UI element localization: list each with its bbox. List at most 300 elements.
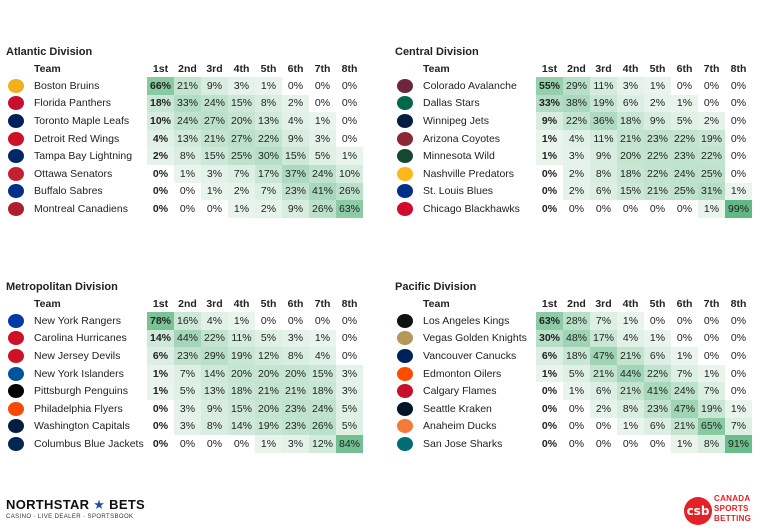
probability-cell: 0% bbox=[341, 79, 358, 92]
probability-cell: 0% bbox=[730, 114, 747, 127]
probability-cell: 0% bbox=[595, 437, 612, 450]
probability-cell: 33% bbox=[536, 95, 563, 113]
table-row bbox=[395, 312, 752, 330]
probability-cell: 24% bbox=[309, 400, 336, 418]
probability-cell: 0% bbox=[730, 349, 747, 362]
probability-cell: 15% bbox=[228, 95, 255, 113]
probability-cell: 8% bbox=[617, 400, 644, 418]
probability-cell: 0% bbox=[233, 437, 250, 450]
star-icon: ★ bbox=[93, 497, 106, 512]
red-wings-logo bbox=[8, 132, 24, 146]
probability-cell: 0% bbox=[730, 79, 747, 92]
probability-cell: 0% bbox=[287, 314, 304, 327]
column-header-place: 5th bbox=[260, 297, 277, 310]
probability-cell: 20% bbox=[617, 147, 644, 165]
table-row bbox=[6, 95, 363, 113]
probability-cell: 1% bbox=[671, 347, 698, 365]
column-header-team: Team bbox=[423, 62, 450, 75]
probability-cell: 41% bbox=[309, 183, 336, 201]
probability-cell: 44% bbox=[617, 365, 644, 383]
probability-cell: 1% bbox=[201, 183, 228, 201]
column-header-place: 7th bbox=[314, 62, 331, 75]
devils-logo bbox=[8, 349, 24, 363]
probability-cell: 1% bbox=[536, 147, 563, 165]
probability-cell: 7% bbox=[174, 365, 201, 383]
probability-cell: 1% bbox=[228, 200, 255, 218]
probability-cell: 0% bbox=[541, 167, 558, 180]
probability-cell: 1% bbox=[725, 183, 752, 201]
probability-cell: 0% bbox=[676, 332, 693, 345]
coyotes-logo bbox=[397, 132, 413, 146]
probability-cell: 22% bbox=[644, 365, 671, 383]
probability-cell: 0% bbox=[676, 79, 693, 92]
probability-cell: 22% bbox=[644, 147, 671, 165]
probability-cell: 14% bbox=[228, 418, 255, 436]
pacific-division bbox=[395, 279, 763, 453]
probability-cell: 5% bbox=[309, 147, 336, 165]
probability-cell: 24% bbox=[671, 165, 698, 183]
capitals-logo bbox=[8, 419, 24, 433]
division-title: Atlantic Division bbox=[6, 46, 93, 58]
probability-cell: 0% bbox=[314, 314, 331, 327]
team-name: Vegas Golden Knights bbox=[423, 332, 527, 345]
probability-cell: 0% bbox=[260, 314, 277, 327]
probability-cell: 19% bbox=[255, 418, 282, 436]
probability-cell: 20% bbox=[228, 112, 255, 130]
column-header-place: 4th bbox=[622, 62, 639, 75]
standings-table bbox=[6, 295, 363, 453]
probability-cell: 4% bbox=[617, 330, 644, 348]
probability-cell: 1% bbox=[309, 330, 336, 348]
column-header-place: 1st bbox=[541, 62, 558, 75]
csb-line-3: BETTING bbox=[714, 514, 752, 523]
probability-cell: 2% bbox=[228, 183, 255, 201]
blues-logo bbox=[397, 184, 413, 198]
team-name: Florida Panthers bbox=[34, 97, 112, 110]
column-header-place: 4th bbox=[622, 297, 639, 310]
probability-cell: 15% bbox=[201, 147, 228, 165]
probability-cell: 0% bbox=[179, 185, 196, 198]
probability-cell: 3% bbox=[563, 147, 590, 165]
probability-cell: 0% bbox=[287, 79, 304, 92]
probability-cell: 0% bbox=[568, 437, 585, 450]
probability-cell: 23% bbox=[282, 400, 309, 418]
probability-cell: 20% bbox=[255, 365, 282, 383]
header-row bbox=[6, 295, 363, 312]
probability-cell: 1% bbox=[671, 95, 698, 113]
probability-cell: 1% bbox=[309, 112, 336, 130]
atlantic-division bbox=[6, 44, 376, 218]
probability-cell: 3% bbox=[309, 130, 336, 148]
team-name: Toronto Maple Leafs bbox=[34, 114, 130, 127]
probability-cell: 0% bbox=[649, 202, 666, 215]
probability-cell: 1% bbox=[147, 382, 174, 400]
probability-cell: 18% bbox=[563, 347, 590, 365]
team-name: Nashville Predators bbox=[423, 167, 515, 180]
probability-cell: 0% bbox=[622, 202, 639, 215]
table-row bbox=[395, 95, 752, 113]
probability-cell: 7% bbox=[725, 418, 752, 436]
probability-cell: 5% bbox=[336, 418, 363, 436]
probability-cell: 6% bbox=[147, 347, 174, 365]
probability-cell: 13% bbox=[201, 382, 228, 400]
probability-cell: 22% bbox=[698, 147, 725, 165]
probability-cell: 25% bbox=[228, 147, 255, 165]
kraken-logo bbox=[397, 402, 413, 416]
probability-cell: 37% bbox=[282, 165, 309, 183]
probability-cell: 0% bbox=[595, 420, 612, 433]
team-name: Ottawa Senators bbox=[34, 167, 113, 180]
probability-cell: 30% bbox=[536, 330, 563, 348]
probability-cell: 65% bbox=[698, 418, 725, 436]
golden-knights-logo bbox=[397, 331, 413, 345]
table-row bbox=[6, 435, 363, 453]
probability-cell: 2% bbox=[563, 165, 590, 183]
probability-cell: 14% bbox=[201, 365, 228, 383]
table-row bbox=[6, 365, 363, 383]
team-name: Winnipeg Jets bbox=[423, 114, 489, 127]
probability-cell: 66% bbox=[147, 77, 174, 95]
probability-cell: 0% bbox=[595, 202, 612, 215]
team-name: Detroit Red Wings bbox=[34, 132, 120, 145]
team-name: Montreal Canadiens bbox=[34, 202, 128, 215]
team-name: St. Louis Blues bbox=[423, 185, 494, 198]
table-row bbox=[395, 183, 752, 201]
probability-cell: 13% bbox=[255, 112, 282, 130]
blackhawks-logo bbox=[397, 202, 413, 216]
stars-logo bbox=[397, 96, 413, 110]
probability-cell: 0% bbox=[206, 202, 223, 215]
northstar-bets-logo bbox=[6, 497, 145, 520]
column-header-place: 1st bbox=[152, 297, 169, 310]
central-division bbox=[395, 44, 763, 218]
probability-cell: 30% bbox=[255, 147, 282, 165]
probability-cell: 3% bbox=[336, 365, 363, 383]
team-name: San Jose Sharks bbox=[423, 437, 503, 450]
team-name: Anaheim Ducks bbox=[423, 420, 497, 433]
team-name: Calgary Flames bbox=[423, 385, 497, 398]
probability-cell: 20% bbox=[228, 365, 255, 383]
team-name: Chicago Blackhawks bbox=[423, 202, 520, 215]
probability-cell: 6% bbox=[590, 183, 617, 201]
probability-cell: 7% bbox=[698, 382, 725, 400]
probability-cell: 9% bbox=[644, 112, 671, 130]
probability-cell: 0% bbox=[179, 202, 196, 215]
probability-cell: 21% bbox=[644, 183, 671, 201]
column-header-place: 7th bbox=[703, 297, 720, 310]
table-row bbox=[395, 200, 752, 218]
probability-cell: 8% bbox=[698, 435, 725, 453]
table-row bbox=[395, 147, 752, 165]
probability-cell: 4% bbox=[282, 112, 309, 130]
probability-cell: 15% bbox=[309, 365, 336, 383]
probability-cell: 21% bbox=[174, 77, 201, 95]
probability-cell: 1% bbox=[228, 312, 255, 330]
probability-cell: 1% bbox=[563, 382, 590, 400]
senators-logo bbox=[8, 167, 24, 181]
probability-cell: 0% bbox=[730, 167, 747, 180]
panthers-logo bbox=[8, 96, 24, 110]
probability-cell: 9% bbox=[282, 200, 309, 218]
probability-cell: 12% bbox=[255, 347, 282, 365]
table-row bbox=[6, 147, 363, 165]
probability-cell: 0% bbox=[341, 114, 358, 127]
probability-cell: 0% bbox=[730, 332, 747, 345]
table-row bbox=[6, 130, 363, 148]
probability-cell: 0% bbox=[152, 437, 169, 450]
islanders-logo bbox=[8, 367, 24, 381]
probability-cell: 0% bbox=[541, 402, 558, 415]
flyers-logo bbox=[8, 402, 24, 416]
table-row bbox=[395, 382, 752, 400]
team-name: Colorado Avalanche bbox=[423, 79, 517, 92]
probability-cell: 0% bbox=[676, 202, 693, 215]
probability-cell: 22% bbox=[563, 112, 590, 130]
probability-cell: 47% bbox=[671, 400, 698, 418]
probability-cell: 5% bbox=[174, 382, 201, 400]
column-header-place: 4th bbox=[233, 297, 250, 310]
probability-cell: 0% bbox=[703, 97, 720, 110]
probability-cell: 21% bbox=[201, 130, 228, 148]
probability-cell: 21% bbox=[617, 130, 644, 148]
probability-cell: 7% bbox=[228, 165, 255, 183]
header-row bbox=[395, 60, 752, 77]
probability-cell: 3% bbox=[336, 382, 363, 400]
probability-cell: 0% bbox=[730, 367, 747, 380]
probability-cell: 11% bbox=[228, 330, 255, 348]
probability-cell: 2% bbox=[563, 183, 590, 201]
probability-cell: 0% bbox=[730, 314, 747, 327]
team-name: Boston Bruins bbox=[34, 79, 100, 92]
table-row bbox=[6, 330, 363, 348]
probability-cell: 1% bbox=[617, 312, 644, 330]
probability-cell: 24% bbox=[201, 95, 228, 113]
column-header-place: 8th bbox=[730, 297, 747, 310]
probability-cell: 21% bbox=[617, 347, 644, 365]
probability-cell: 3% bbox=[282, 435, 309, 453]
probability-cell: 38% bbox=[563, 95, 590, 113]
probability-cell: 10% bbox=[336, 165, 363, 183]
column-header-place: 7th bbox=[314, 297, 331, 310]
sabres-logo bbox=[8, 184, 24, 198]
division-title: Pacific Division bbox=[395, 281, 477, 293]
probability-cell: 15% bbox=[228, 400, 255, 418]
team-name: Columbus Blue Jackets bbox=[34, 437, 144, 450]
probability-cell: 9% bbox=[201, 77, 228, 95]
csb-line-1: CANADA bbox=[714, 494, 751, 503]
brand-name: NORTHSTAR bbox=[6, 497, 90, 512]
probability-cell: 8% bbox=[174, 147, 201, 165]
probability-cell: 0% bbox=[730, 97, 747, 110]
probability-cell: 8% bbox=[282, 347, 309, 365]
table-row bbox=[6, 112, 363, 130]
probability-cell: 2% bbox=[147, 147, 174, 165]
probability-cell: 0% bbox=[541, 385, 558, 398]
hurricanes-logo bbox=[8, 331, 24, 345]
probability-cell: 7% bbox=[590, 312, 617, 330]
team-name: New York Islanders bbox=[34, 367, 124, 380]
probability-cell: 27% bbox=[201, 112, 228, 130]
probability-cell: 2% bbox=[282, 95, 309, 113]
probability-cell: 63% bbox=[336, 200, 363, 218]
probability-cell: 0% bbox=[314, 97, 331, 110]
probability-cell: 1% bbox=[174, 165, 201, 183]
column-header-team: Team bbox=[34, 297, 61, 310]
probability-cell: 24% bbox=[671, 382, 698, 400]
column-header-place: 2nd bbox=[567, 62, 586, 75]
column-header-place: 6th bbox=[287, 297, 304, 310]
column-header-place: 2nd bbox=[178, 62, 197, 75]
probability-cell: 0% bbox=[314, 79, 331, 92]
probability-cell: 3% bbox=[201, 165, 228, 183]
probability-cell: 0% bbox=[703, 79, 720, 92]
probability-cell: 0% bbox=[541, 185, 558, 198]
probability-cell: 1% bbox=[698, 365, 725, 383]
table-row bbox=[395, 435, 752, 453]
probability-cell: 7% bbox=[255, 183, 282, 201]
probability-cell: 26% bbox=[309, 418, 336, 436]
column-header-place: 6th bbox=[676, 62, 693, 75]
probability-cell: 21% bbox=[255, 382, 282, 400]
column-header-place: 1st bbox=[152, 62, 169, 75]
probability-cell: 0% bbox=[568, 202, 585, 215]
probability-cell: 8% bbox=[201, 418, 228, 436]
probability-cell: 1% bbox=[336, 147, 363, 165]
penguins-logo bbox=[8, 384, 24, 398]
header-row bbox=[395, 295, 752, 312]
column-header-place: 2nd bbox=[178, 297, 197, 310]
table-row bbox=[6, 183, 363, 201]
probability-cell: 17% bbox=[590, 330, 617, 348]
column-header-place: 8th bbox=[730, 62, 747, 75]
probability-cell: 0% bbox=[649, 314, 666, 327]
column-header-place: 2nd bbox=[567, 297, 586, 310]
team-name: Pittsburgh Penguins bbox=[34, 385, 128, 398]
table-row bbox=[395, 165, 752, 183]
probability-cell: 1% bbox=[725, 400, 752, 418]
probability-cell: 29% bbox=[563, 77, 590, 95]
bruins-logo bbox=[8, 79, 24, 93]
avalanche-logo bbox=[397, 79, 413, 93]
table-row bbox=[6, 347, 363, 365]
probability-cell: 6% bbox=[590, 382, 617, 400]
predators-logo bbox=[397, 167, 413, 181]
probability-cell: 21% bbox=[282, 382, 309, 400]
probability-cell: 26% bbox=[336, 183, 363, 201]
team-name: Minnesota Wild bbox=[423, 150, 495, 163]
probability-cell: 0% bbox=[341, 349, 358, 362]
probability-cell: 4% bbox=[147, 130, 174, 148]
probability-cell: 2% bbox=[698, 112, 725, 130]
probability-cell: 7% bbox=[671, 365, 698, 383]
probability-cell: 18% bbox=[617, 112, 644, 130]
probability-cell: 0% bbox=[179, 437, 196, 450]
csb-badge: csb bbox=[684, 497, 712, 525]
probability-cell: 29% bbox=[201, 347, 228, 365]
brand-suffix: BETS bbox=[109, 497, 146, 512]
table-row bbox=[395, 77, 752, 95]
probability-cell: 0% bbox=[703, 314, 720, 327]
probability-cell: 3% bbox=[228, 77, 255, 95]
probability-cell: 5% bbox=[255, 330, 282, 348]
maple-leafs-logo bbox=[8, 114, 24, 128]
team-name: Buffalo Sabres bbox=[34, 185, 103, 198]
probability-cell: 1% bbox=[671, 435, 698, 453]
rangers-logo bbox=[8, 314, 24, 328]
team-name: Vancouver Canucks bbox=[423, 349, 517, 362]
probability-cell: 8% bbox=[590, 165, 617, 183]
probability-cell: 0% bbox=[730, 150, 747, 163]
standings-table bbox=[6, 60, 363, 218]
column-header-place: 8th bbox=[341, 62, 358, 75]
probability-cell: 16% bbox=[174, 312, 201, 330]
probability-cell: 17% bbox=[255, 165, 282, 183]
probability-cell: 2% bbox=[255, 200, 282, 218]
probability-cell: 23% bbox=[671, 147, 698, 165]
probability-cell: 3% bbox=[174, 418, 201, 436]
probability-cell: 19% bbox=[698, 130, 725, 148]
probability-cell: 91% bbox=[725, 435, 752, 453]
column-header-place: 8th bbox=[341, 297, 358, 310]
probability-cell: 1% bbox=[536, 130, 563, 148]
probability-cell: 5% bbox=[563, 365, 590, 383]
probability-cell: 0% bbox=[568, 420, 585, 433]
probability-cell: 5% bbox=[671, 112, 698, 130]
probability-cell: 1% bbox=[255, 435, 282, 453]
column-header-place: 5th bbox=[649, 297, 666, 310]
probability-cell: 1% bbox=[644, 77, 671, 95]
column-header-place: 5th bbox=[649, 62, 666, 75]
probability-cell: 21% bbox=[671, 418, 698, 436]
probability-cell: 1% bbox=[255, 77, 282, 95]
probability-cell: 3% bbox=[174, 400, 201, 418]
probability-cell: 8% bbox=[255, 95, 282, 113]
table-row bbox=[395, 400, 752, 418]
column-header-place: 5th bbox=[260, 62, 277, 75]
table-row bbox=[6, 165, 363, 183]
standings-table bbox=[395, 295, 752, 453]
column-header-place: 3rd bbox=[595, 62, 612, 75]
ducks-logo bbox=[397, 419, 413, 433]
probability-cell: 18% bbox=[147, 95, 174, 113]
probability-cell: 6% bbox=[536, 347, 563, 365]
probability-cell: 0% bbox=[703, 349, 720, 362]
table-row bbox=[395, 130, 752, 148]
sharks-logo bbox=[397, 437, 413, 451]
wild-logo bbox=[397, 149, 413, 163]
probability-cell: 19% bbox=[228, 347, 255, 365]
probability-cell: 0% bbox=[152, 185, 169, 198]
probability-cell: 19% bbox=[698, 400, 725, 418]
probability-cell: 9% bbox=[590, 147, 617, 165]
column-header-team: Team bbox=[423, 297, 450, 310]
probability-cell: 11% bbox=[590, 130, 617, 148]
probability-cell: 20% bbox=[255, 400, 282, 418]
csb-line-2: SPORTS bbox=[714, 504, 749, 513]
probability-cell: 4% bbox=[563, 130, 590, 148]
probability-cell: 48% bbox=[563, 330, 590, 348]
probability-cell: 0% bbox=[541, 420, 558, 433]
division-title: Central Division bbox=[395, 46, 479, 58]
table-row bbox=[395, 112, 752, 130]
probability-cell: 36% bbox=[590, 112, 617, 130]
table-row bbox=[6, 400, 363, 418]
probability-cell: 0% bbox=[730, 385, 747, 398]
column-header-place: 1st bbox=[541, 297, 558, 310]
table-row bbox=[6, 382, 363, 400]
header-row bbox=[6, 60, 363, 77]
probability-cell: 3% bbox=[617, 77, 644, 95]
